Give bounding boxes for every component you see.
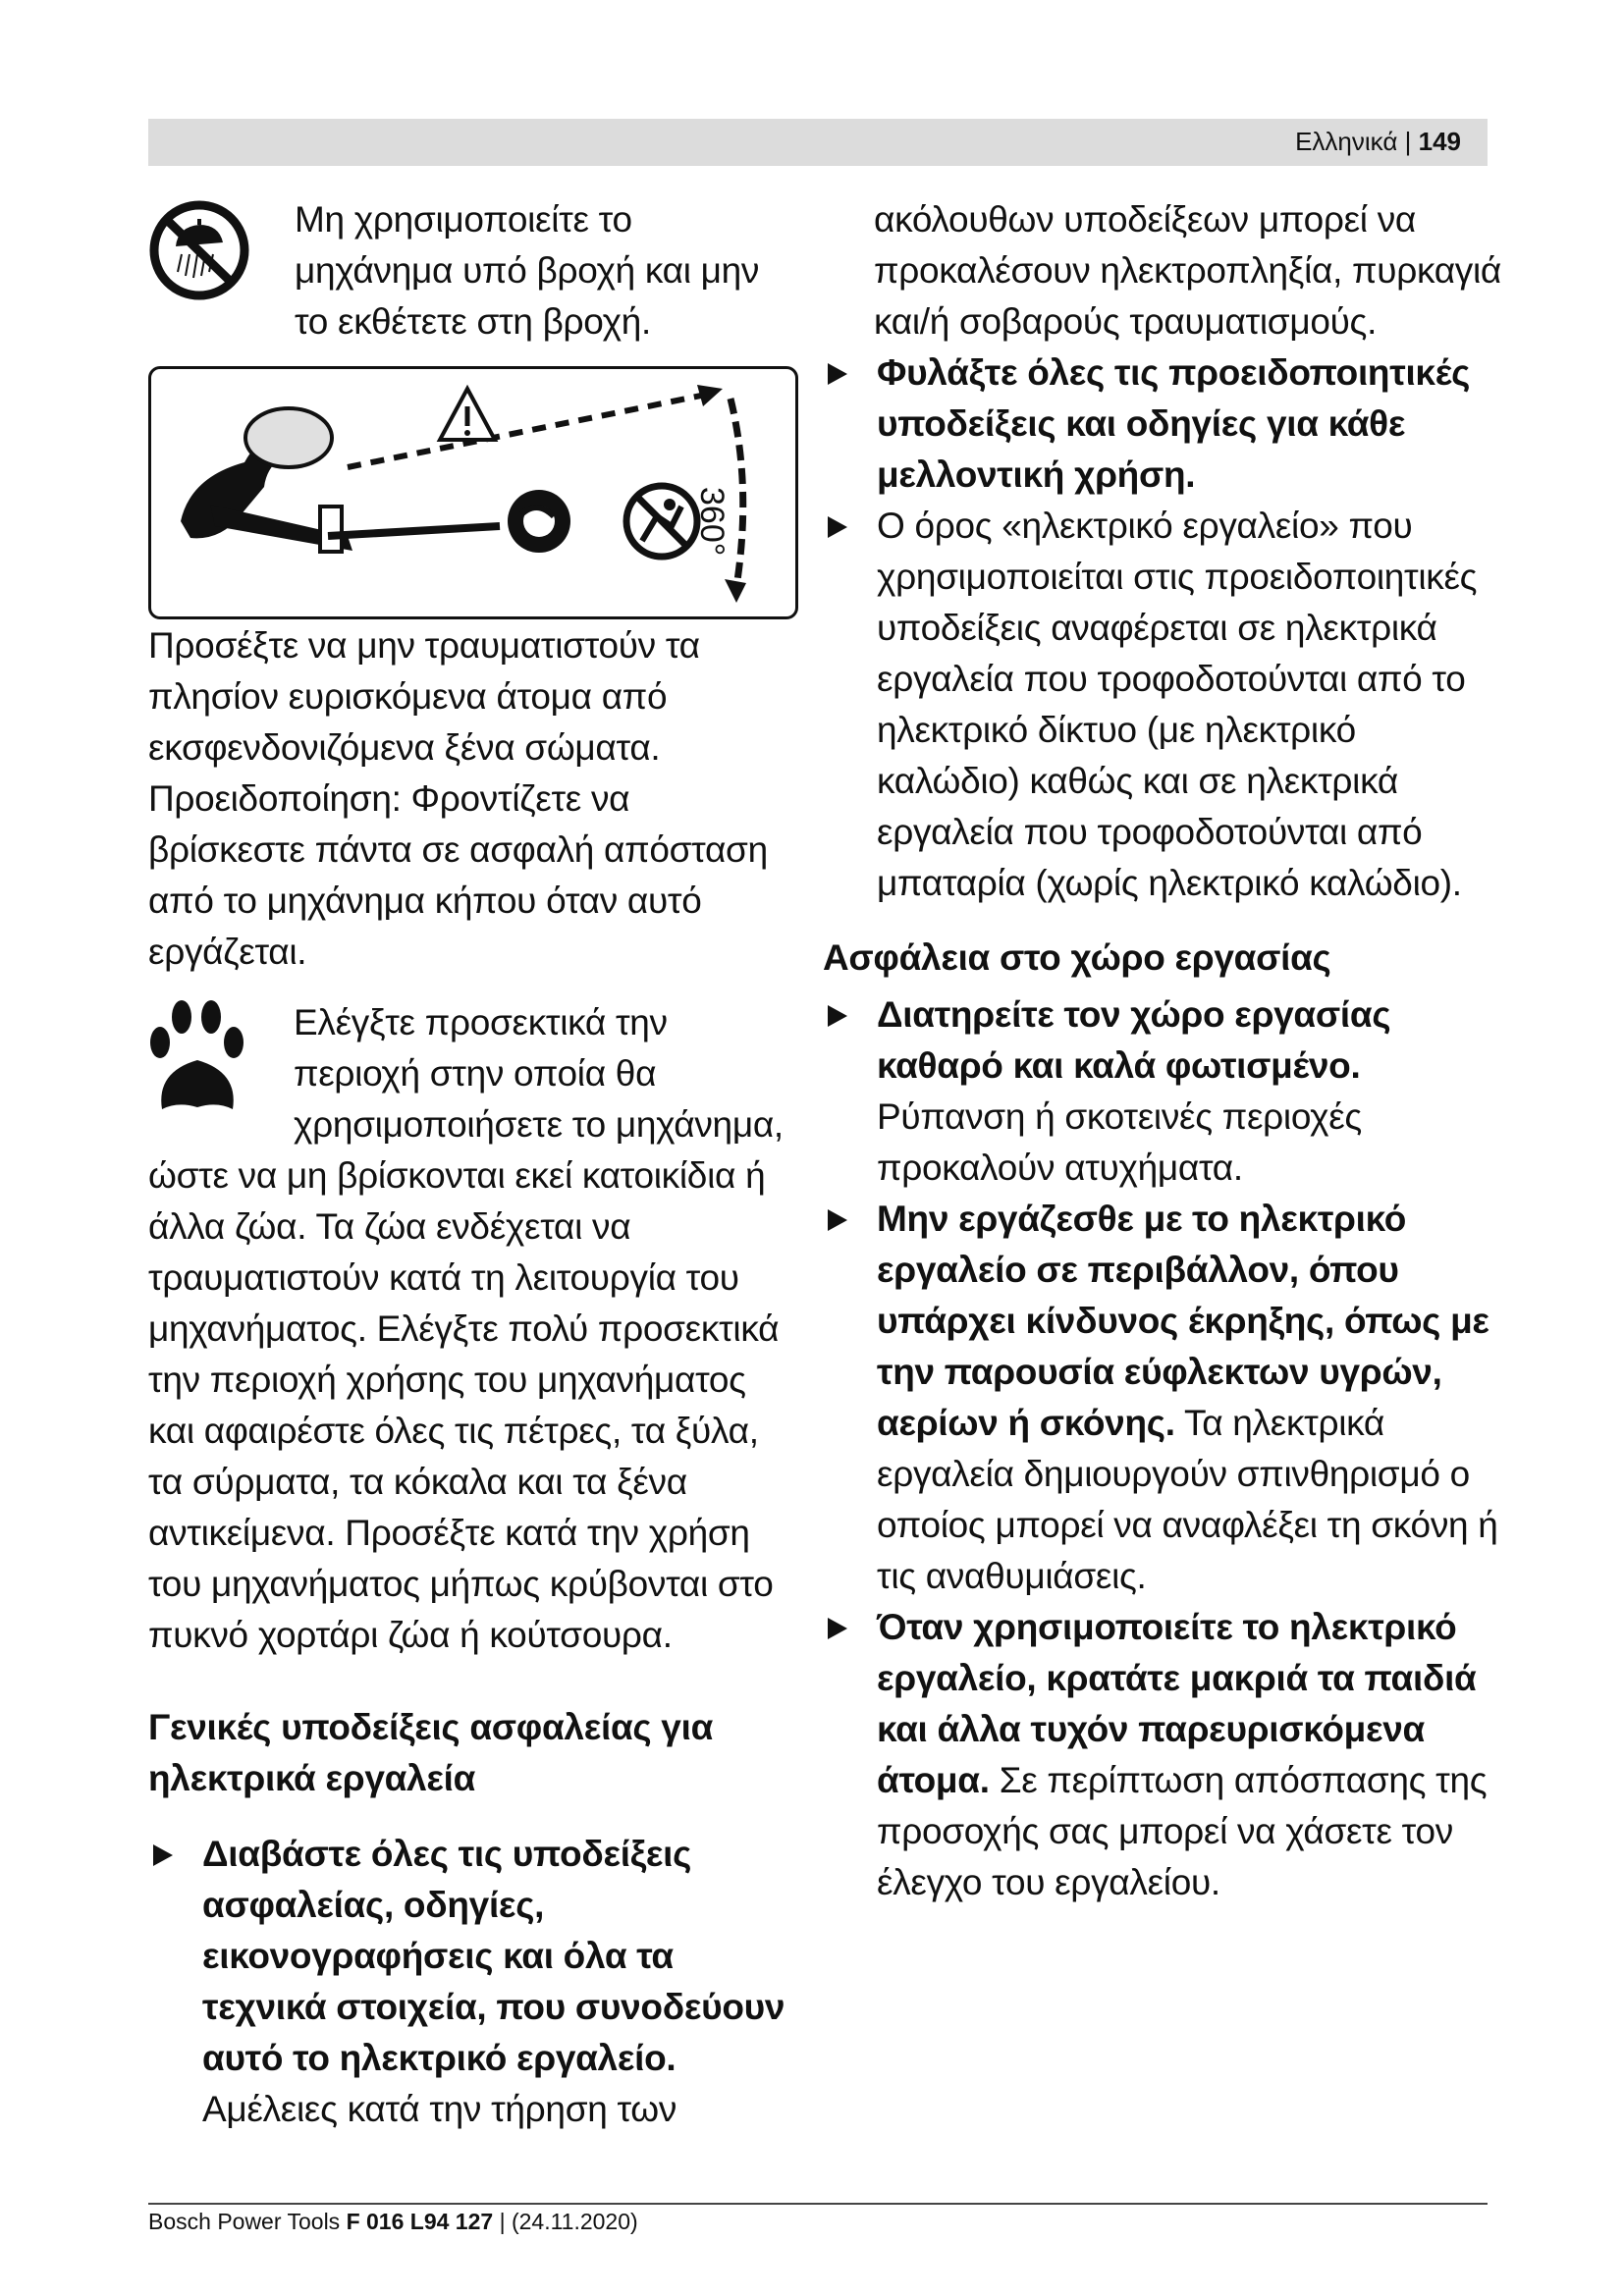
page-header bbox=[148, 119, 1488, 166]
right-column bbox=[823, 194, 1502, 1908]
footer-date: (24.11.2020) bbox=[511, 2209, 638, 2234]
keep-instructions-bold: Φυλάξτε όλες τις προειδοποιητικές υποδείξεις και οδηγίες για κάθε μελλοντική χρήση. bbox=[877, 352, 1471, 495]
bullet-triangle-icon bbox=[828, 1618, 847, 1639]
children-away-bullet bbox=[823, 1602, 1502, 1908]
continuation-text: ακόλουθων υποδείξεων μπορεί να προκαλέσουν ηλεκτροπληξία, πυρκαγιά και/ή σοβαρούς τραυματισμούς. bbox=[874, 199, 1502, 342]
footer-separator: | bbox=[499, 2209, 506, 2234]
footer-divider bbox=[148, 2203, 1488, 2205]
general-safety-heading: Γενικές υποδείξεις ασφαλείας για ηλεκτρικά εργαλεία bbox=[148, 1707, 714, 1798]
animal-warning-text: Ελέγξτε προσεκτικά την περιοχή στην οποία θα χρησιμοποιήσετε το μηχάνημα, ώστε να μη βρίσκονται εκεί κατοικίδια ή άλλα ζώα. Τα ζώα ενδέχεται να τραυματιστούν κατά τη λειτουργία του μηχανήματος. Ελέγξτε πολύ προσεκτικά την περιοχή χρήσης του μηχανήματος και αφαιρέστε όλες τις πέτρες, τα ξύλα, τα σύρματα, τα κόκαλα και τα ξένα αντικείμενα. Προσέξτε κατά την χρήση του μηχανήματος μήπως κρύβονται στο πυκνό χορτάρι ζώα ή κούτσουρα. bbox=[148, 1002, 784, 1655]
explosive-environment-bold: Μην εργάζεσθε με το ηλεκτρικό εργαλείο σε περιβάλλον, όπου υπάρχει κίνδυνος έκρηξης, όπως με την παρουσία εύφλεκτων υγρών, αερίων ή σκόνης. bbox=[877, 1199, 1489, 1443]
keep-instructions-bullet bbox=[823, 347, 1502, 501]
header-language: Ελληνικά bbox=[1295, 127, 1398, 156]
footer-code: F 016 L94 127 bbox=[346, 2209, 494, 2234]
term-definition-text: Ο όρος «ηλεκτρικό εργαλείο» που χρησιμοποιείται στις προειδοποιητικές υποδείξεις αναφέρεται σε ηλεκτρικά εργαλεία που τροφοδοτούνται από το ηλεκτρικό δίκτυο (με ηλεκτρικό καλώδιο) καθώς και σε ηλεκτρικά εργαλεία που τροφοδοτούνται από μπαταρία (χωρίς ηλεκτρικό καλώδιο). bbox=[877, 506, 1478, 903]
workplace-heading: Ασφάλεια στο χώρο εργασίας bbox=[823, 937, 1331, 978]
bullet-triangle-icon bbox=[153, 1844, 173, 1866]
bullet-triangle-icon bbox=[828, 516, 847, 538]
page-footer bbox=[148, 2209, 638, 2235]
animal-warning bbox=[148, 997, 786, 1661]
explosive-environment-bullet bbox=[823, 1194, 1502, 1602]
rain-warning-text: Μη χρησιμοποιείτε το μηχάνημα υπό βροχή και μην το εκθέτετε στη βροχή. bbox=[295, 199, 760, 342]
children-away-bold: Όταν χρησιμοποιείτε το ηλεκτρικό εργαλείο, κρατάτε μακριά τα παιδιά και άλλα τυχόν παρευρισκόμενα άτομα. bbox=[877, 1607, 1477, 1800]
children-away-text: Σε περίπτωση απόσπασης της προσοχής σας μπορεί να χάσετε τον έλεγχο του εργαλείου. bbox=[877, 1760, 1488, 1902]
bystander-warning-text: Προσέξτε να μην τραυματιστούν τα πλησίον ευρισκόμενα άτομα από εκσφενδονιζόμενα ξένα σώματα. Προειδοποίηση: Φροντίζετε να βρίσκεστε πάντα σε ασφαλή απόσταση από το μηχάνημα κήπου όταν αυτό εργάζεται. bbox=[148, 625, 768, 972]
explosive-environment-text: Τα ηλεκτρικά εργαλεία δημιουργούν σπινθηρισμό ο οποίος μπορεί να αναφλέξει τη σκόνη ή τις αναθυμιάσεις. bbox=[877, 1403, 1498, 1596]
bullet-triangle-icon bbox=[828, 363, 847, 385]
term-definition-bullet bbox=[823, 501, 1502, 909]
no-rain-icon bbox=[148, 199, 250, 301]
angle-label: 360° bbox=[693, 487, 731, 557]
safety-distance-figure bbox=[148, 366, 798, 619]
page-number: 149 bbox=[1418, 127, 1461, 156]
header-separator: | bbox=[1404, 127, 1412, 156]
header-label bbox=[1295, 127, 1461, 157]
footer-brand: Bosch Power Tools bbox=[148, 2209, 341, 2234]
clean-workplace-bold: Διατηρείτε τον χώρο εργασίας καθαρό και καλά φωτισμένο. bbox=[877, 994, 1391, 1086]
bullet-triangle-icon bbox=[828, 1005, 847, 1027]
read-instructions-text: Αμέλειες κατά την τήρηση των bbox=[202, 2089, 677, 2129]
bullet-triangle-icon bbox=[828, 1209, 847, 1231]
read-instructions-bullet bbox=[148, 1829, 786, 2135]
clean-workplace-text: Ρύπανση ή σκοτεινές περιοχές προκαλούν ατυχήματα. bbox=[877, 1096, 1362, 1188]
rain-warning bbox=[295, 194, 766, 347]
general-safety-section bbox=[148, 1702, 786, 2135]
read-instructions-bold: Διαβάστε όλες τις υποδείξεις ασφαλείας, οδηγίες, εικονογραφήσεις και όλα τα τεχνικά στοιχεία, που συνοδεύουν αυτό το ηλεκτρικό εργαλείο. bbox=[202, 1834, 785, 2078]
clean-workplace-bullet bbox=[823, 989, 1502, 1194]
bystander-warning bbox=[148, 620, 786, 978]
